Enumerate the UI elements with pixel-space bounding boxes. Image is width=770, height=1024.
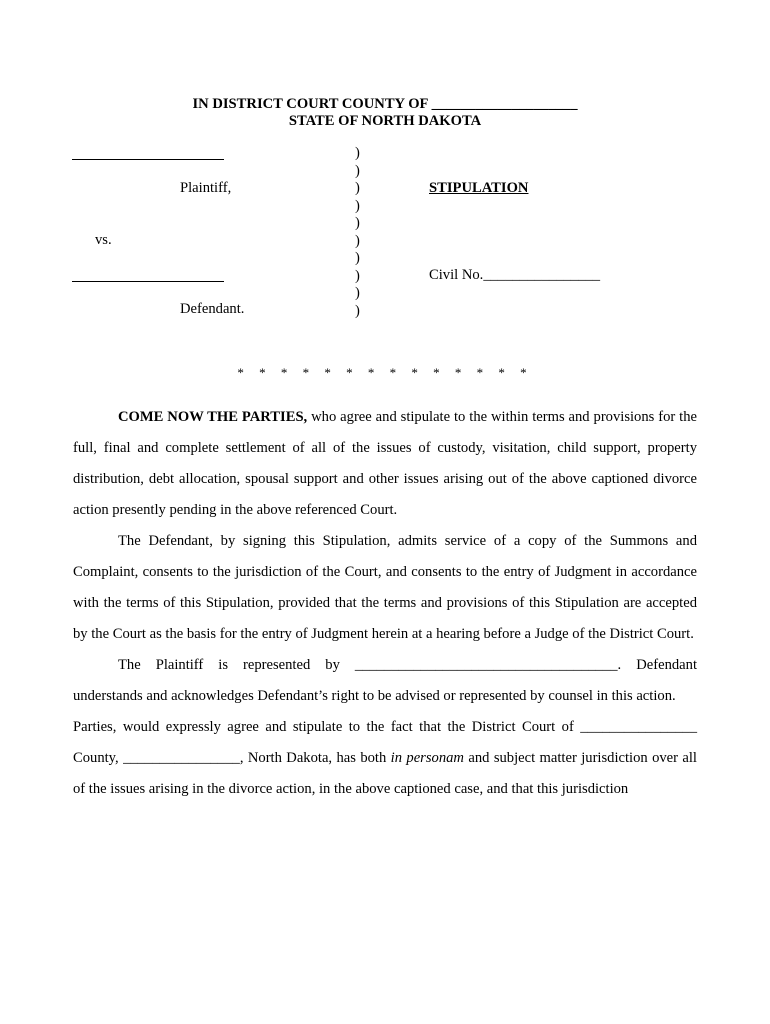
plaintiff-name-blank[interactable] <box>72 159 224 160</box>
defendant-label: Defendant. <box>180 301 245 317</box>
versus-label: vs. <box>95 232 112 248</box>
court-heading-line2: STATE OF NORTH DAKOTA <box>288 113 482 129</box>
section-separator: * * * * * * * * * * * * * * <box>237 365 533 380</box>
paragraph-defendant-service: The Defendant, by signing this Stipulation, admits service of a copy of the Summons and Complaint, consents to the jurisdiction of the Court, and consents to the entry of Judgment in accordance with the terms of this Stipulation, provided that the terms and provisions of this Stipulation are accepted by the Court as the basis for the entry of Judgment herein at a hearing before a Judge of the District Court. <box>73 533 697 642</box>
court-heading <box>0 96 770 130</box>
paragraph-lead: COME NOW THE PARTIES, <box>118 409 308 425</box>
paragraph-text-a: Parties, would expressly agree and stipulate to the fact that the District Court of ________________ County, ________________, North Dakota, has both <box>73 719 697 766</box>
case-caption <box>72 145 702 320</box>
paragraph-text: who agree and stipulate to the within terms and provisions for the full, final and complete settlement of all of the issues of custody, visitation, child support, property distribution, debt allocation, spousal support and other issues arising out of the above captioned divorce action presently pending in the above referenced Court. <box>73 409 697 518</box>
defendant-name-blank[interactable] <box>72 281 224 282</box>
stipulation-title: STIPULATION <box>429 180 529 196</box>
paragraph-representation: The Plaintiff is represented by ____________________________________. Defendant understands and acknowledges Defendant’s right to be advised or represented by counsel in this action. <box>73 657 697 704</box>
paragraph-italic: in personam <box>390 750 464 766</box>
civil-number-field[interactable]: Civil No.________________ <box>429 267 601 283</box>
caption-parentheses: ) ) ) ) ) ) ) ) ) ) <box>355 145 360 319</box>
court-heading-line1: IN DISTRICT COURT COUNTY OF ____________________ <box>192 96 578 112</box>
plaintiff-label: Plaintiff, <box>180 180 232 196</box>
paragraph-parties-agree <box>73 402 697 526</box>
stipulation-body <box>73 402 697 805</box>
paragraph-text-b: and subject matter jurisdiction over all of the issues arising in the divorce action, in the above captioned case, and that this jurisdiction <box>73 750 697 797</box>
paragraph-jurisdiction <box>73 712 697 805</box>
